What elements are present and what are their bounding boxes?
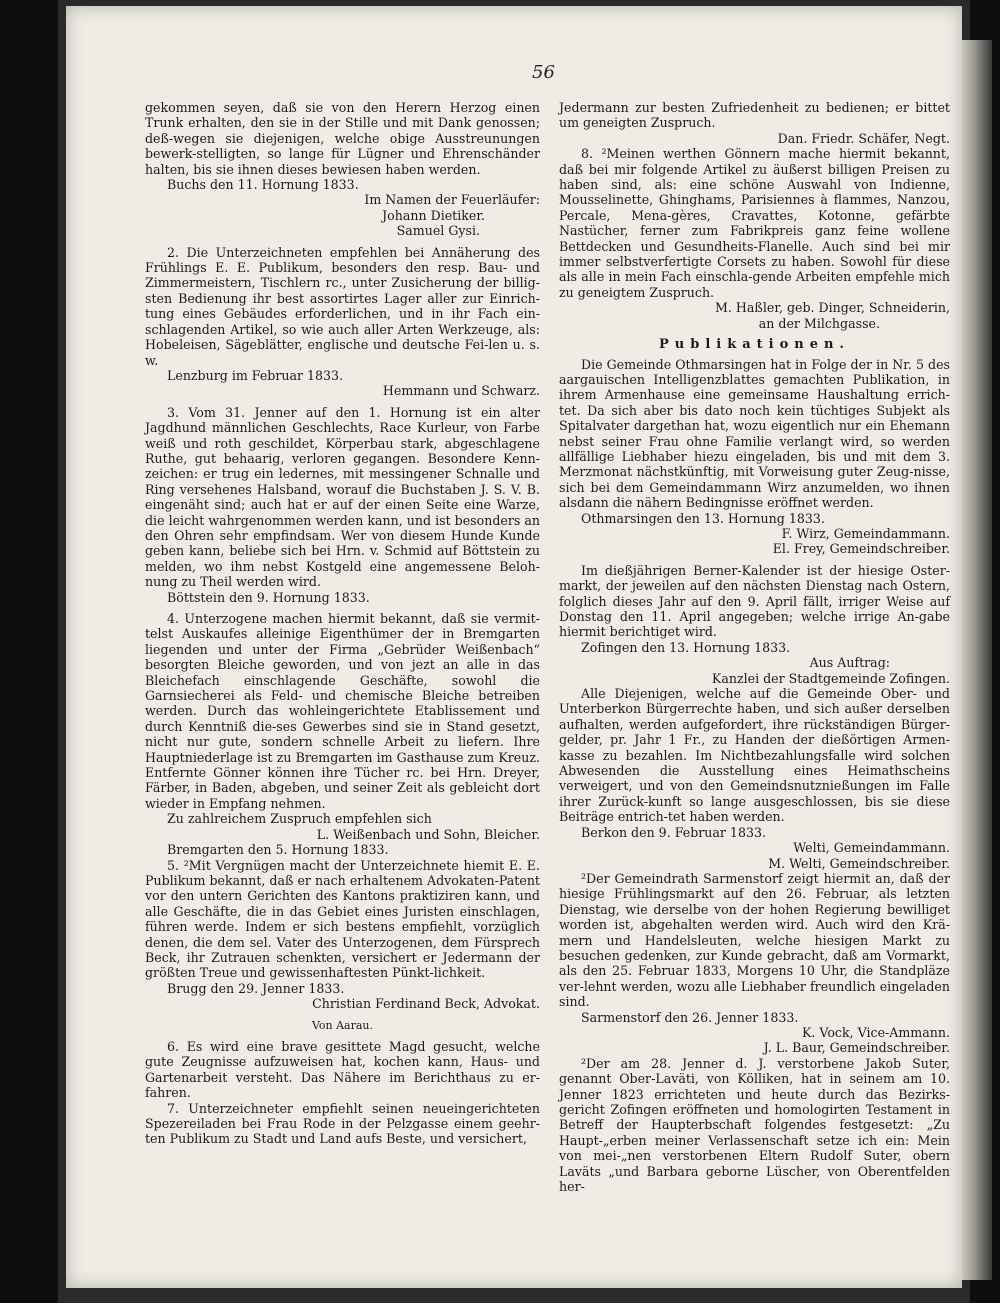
item2-date: Lenzburg im Februar 1833. xyxy=(167,367,344,383)
pub1-sig-2: El. Frey, Gemeindschreiber. xyxy=(772,541,950,557)
left-column xyxy=(145,100,540,1147)
item1-date: Buchs den 11. Hornung 1833. xyxy=(167,177,359,193)
pub4-text: ²Der Gemeindrath Sarmenstorf zeigt hiermit an, daß der hiesige Frühlingsmarkt auf den 26. Februar, als letzten Dienstag, wie derselbe von der hohen Regierung bewilliget worden ist, abgehalten werden wird. Auch wird den Krä-mern und Handelsleuten, welche hiesigen Markt zu besuchen gedenken, zur Kunde gebracht, daß am Vormarkt, als den 25. Februar 1833, Morgens 10 Uhr, die Standpläze ver-lehnt werden, wozu alle Liebhaber freundlich eingeladen sind. xyxy=(559,870,950,1010)
pub4-sig-2: J. L. Baur, Gemeindschreiber. xyxy=(763,1040,950,1056)
item4-text: 4. Unterzogene machen hiermit bekannt, daß sie vermit-telst Auskaufes alleinige Eigenthümer der in Bremgarten liegenden und unter der Firma „Gebrüder Weißenbach“ besorgten Bleiche geworden, und von jezt an alle in das Bleichefach einschlagende Geschäfte, sowohl die Garnsiecherei als Feld- und chemische Bleiche betreiben werden. Durch das wohleingerichtete Etablissement und durch Kenntniß die-ses Gewerbes sind sie in Stand gesetzt, nicht nur gute, sondern schnelle Arbeit zu liefern. Ihre Hauptniederlage ist zu Bremgarten im Gasthause zum Kreuz. Entfernte Gönner können ihre Tücher rc. bei Hrn. Dreyer, Färber, in Baden, abgeben, und seiner Zeit als gebleicht dort wieder in Empfang nehmen. xyxy=(145,611,540,811)
pub1-date: Othmarsingen den 13. Hornung 1833. xyxy=(581,510,825,526)
pub1-text: Die Gemeinde Othmarsingen hat in Folge der in Nr. 5 des aargauischen Intelligenzblattes gemachten Publikation, in ihrem Armenhause eine gemeinsame Haushaltung errich-tet. Da sich aber bis dato noch kein tüchtiges Subjekt als Spitalvater dargethan hat, wozu eigentlich nur ein Ehemann nebst seiner Frau ohne Familie verlangt wird, so werden allfällige Liebhaber hiezu eingeladen, bis und mit dem 3. Merzmonat nächstkünftig, mit Vorweisung guter Zeug-nisse, sich bei dem Gemeindammann Wirz anzumelden, wo ihnen alsdann die nähern Bedingnisse eröffnet werden. xyxy=(559,356,950,511)
item8-text: 8. ²Meinen werthen Gönnern mache hiermit bekannt, daß bei mir folgende Artikel zu äußerst billigen Preisen zu haben sind, als: eine schöne Auswahl von Indienne, Mousselinette, Ghinghams, Parisiennes à flammes, Nanzou, Percale, Mena-gères, Cravattes, Kotonne, gefärbte Nastücher, ferner zum Fabrikpreis ganz feine wollene Bettdecken und Gesundheits-Flanelle. Auch sind bei mir immer selbstverfertigte Corsets zu haben. Sowohl für diese als alle in mein Fach einschla-gende Arbeiten empfehle mich zu geneigtem Zuspruch. xyxy=(559,146,950,300)
item6-text: 6. Es wird eine brave gesittete Magd gesucht, welche gute Zeugnisse aufzuweisen hat, kochen kann, Haus- und Gartenarbeit versteht. Das Nähere im Berichthaus zu er-fahren. xyxy=(145,1038,540,1101)
item2-text: 2. Die Unterzeichneten empfehlen bei Annäherung des Frühlings E. E. Publikum, besonders den resp. Bau- und Zimmermeistern, Tischlern rc., unter Zusicherung der billig-sten Bedienung ihr best assortirtes Lager aller zur Einrich-tung eines Gebäudes erforderlichen, und in ihr Fach ein-schlagenden Artikel, so wie auch aller Arten Werkzeuge, als: Hobeleisen, Sägeblätter, englische und deutsche Fei-len u. s. w. xyxy=(145,244,540,368)
pub2-sig-2: Kanzlei der Stadtgemeinde Zofingen. xyxy=(711,670,950,686)
pub2-date: Zofingen den 13. Hornung 1833. xyxy=(581,639,791,655)
item4-sig: L. Weißenbach und Sohn, Bleicher. xyxy=(316,826,540,842)
item5-sig: Christian Ferdinand Beck, Advokat. xyxy=(312,996,540,1012)
pub3-sig-2: M. Welti, Gemeindschreiber. xyxy=(768,855,950,871)
right-column xyxy=(559,100,950,1194)
page-edge xyxy=(962,40,992,1280)
item3-text: 3. Vom 31. Jenner auf den 1. Hornung ist ein alter Jagdhund männlichen Geschlechts, Race Kurleur, von Farbe weiß und roth geschildet, Körperbau stark, abgeschlagene Ruthe, gut behaarig, verloren gegangen. Besondere Kenn-zeichen: er trug ein ledernes, mit messingener Schnalle und Ring versehenes Halsband, worauf die Buchstaben J. S. V. B. eingenäht sind; auch hat er auf der einen Seite eine Warze, die leicht wahrgenommen werden kann, und ist besonders an den Ohren sehr empfindsam. Wer von diesem Hunde Kunde geben kann, beliebe sich bei Hrn. v. Schmid auf Böttstein zu melden, wo ihm nebst Kostgeld eine angemessene Beloh-nung zu Theil werden wird. xyxy=(145,404,540,590)
item1-text: gekommen seyen, daß sie von den Herern Herzog einen Trunk erhalten, den sie in der Stille und mit Dank genossen; deß-wegen sie diejenigen, welche obige Ausstreunungen bewerk-stelligten, so lange für Lügner und Ehrenschänder halten, bis sie ihnen dieses bewiesen haben werden. xyxy=(145,100,540,177)
item4-recommend: Zu zahlreichem Zuspruch empfehlen sich xyxy=(167,811,432,827)
item1-sig-1: Im Namen der Feuerläufer: xyxy=(364,192,540,208)
item8-sig-1: M. Haßler, geb. Dinger, Schneiderin, xyxy=(715,300,950,316)
item5-date: Brugg den 29. Jenner 1833. xyxy=(167,980,345,996)
pub3-sig-1: Welti, Gemeindammann. xyxy=(793,840,950,856)
heading-aarau: Von Aarau. xyxy=(311,1018,374,1032)
pub5-text: ²Der am 28. Jenner d. J. verstorbene Jakob Suter, genannt Ober-Laväti, von Kölliken, hat in seinem am 10. Jenner 1823 errichteten und heute durch das Bezirks-gericht Zofingen eröffneten und homologirten Testament in Betreff der Haupterbschaft folgendes festgesetzt: „Zu Haupt-„erben meiner Verlassenschaft setze ich ein: Mein von mei-„nen verstorbenen Eltern Rudolf Suter, obern Laväts „und Barbara geborne Lüscher, von Oberentfelden her- xyxy=(559,1055,950,1195)
item3-date: Böttstein den 9. Hornung 1833. xyxy=(167,589,370,605)
item8-sig-2: an der Milchgasse. xyxy=(758,315,880,331)
pub2-sig-1: Aus Auftrag: xyxy=(809,655,890,671)
item7-text: 7. Unterzeichneter empfiehlt seinen neueingerichteten Spezereiladen bei Frau Rode in der Pelzgasse einem geehr-ten Publikum zu Stadt und Land aufs Beste, und versichert, xyxy=(145,1100,540,1147)
pub3-date: Berkon den 9. Februar 1833. xyxy=(581,824,766,840)
item1-sig-3: Samuel Gysi. xyxy=(396,223,480,239)
item7-sig: Dan. Friedr. Schäfer, Negt. xyxy=(777,130,950,146)
item7-continued: Jedermann zur besten Zufriedenheit zu bedienen; er bittet um geneigten Zuspruch. xyxy=(559,100,950,131)
item2-sig: Hemmann und Schwarz. xyxy=(382,383,540,399)
pub4-date: Sarmenstorf den 26. Jenner 1833. xyxy=(581,1009,799,1025)
pub1-sig-1: F. Wirz, Gemeindammann. xyxy=(781,525,950,541)
pub3-text: Alle Diejenigen, welche auf die Gemeinde Ober- und Unterberkon Bürgerrechte haben, und sich außer derselben aufhalten, werden aufgefordert, ihre rückständigen Bürger-gelder, pr. Jahr 1 Fr., zu Handen der dießörtigen Armen-kasse zu bezahlen. Im Nichtbezahlungsfalle wird solchen Abwesenden die Ausstellung eines Heimathscheins verweigert, und von den Gemeindsnutznießungen im Falle ihrer Zurück-kunft so lange ausgeschlossen, bis sie diese Beiträge entrich-tet haben werden. xyxy=(559,686,950,825)
heading-publikationen: Publikationen. xyxy=(659,337,850,353)
pub4-sig-1: K. Vock, Vice-Ammann. xyxy=(801,1024,950,1040)
pub2-text: Im dießjährigen Berner-Kalender ist der hiesige Oster-markt, der jeweilen auf den nächsten Dienstag nach Ostern, folglich dieses Jahr auf den 9. April fällt, irriger Weise auf Donstag den 11. April angegeben; welche irrige An-gabe hiermit berichtiget wird. xyxy=(559,562,950,640)
item1-sig-2: Johann Dietiker. xyxy=(382,207,485,223)
item5-text: 5. ²Mit Vergnügen macht der Unterzeichnete hiemit E. E. Publikum bekannt, daß er nach erhaltenem Advokaten-Patent vor den untern Gerichten des Kantons praktiziren kann, und alle Geschäfte, die in das Gebiet eines Juristen einschlagen, führen werde. Indem er sich bestens empfiehlt, vorzüglich denen, die dem sel. Vater des Unterzogenen, dem Fürsprech Beck, ihr Zutrauen schenkten, versichert er Jedermann der größten Treue und gewissenhaftesten Pünkt-lichkeit. xyxy=(145,857,540,981)
page-number: 56 xyxy=(532,62,555,83)
item4-date: Bremgarten den 5. Hornung 1833. xyxy=(167,842,389,858)
